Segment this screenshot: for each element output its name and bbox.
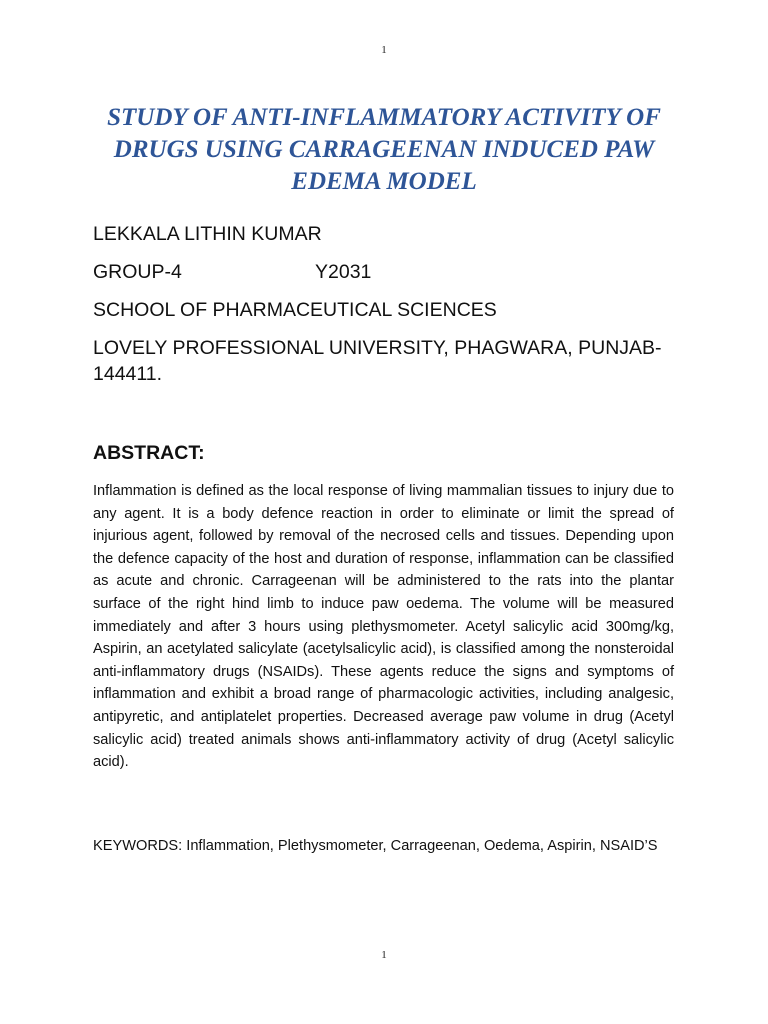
author-block <box>93 221 693 387</box>
keywords-label: KEYWORDS: <box>93 838 183 854</box>
paper-title <box>86 102 682 198</box>
title-line-1: STUDY OF ANTI-INFLAMMATORY ACTIVITY OF <box>107 104 661 131</box>
keywords-paragraph <box>93 835 674 858</box>
author-university-line-1: LOVELY PROFESSIONAL UNIVERSITY, PHAGWARA, PUNJAB- <box>93 337 662 359</box>
title-line-3: EDEMA MODEL <box>291 168 477 195</box>
author-university-line-2: 144411. <box>93 363 163 385</box>
keywords-text: Inflammation, Plethysmometer, Carrageenan, Oedema, Aspirin, NSAID’S <box>186 838 658 854</box>
abstract-body: Inflammation is defined as the local response of living mammalian tissues to injury due to any agent. It is a body defence reaction in order to eliminate or limit the spread of injurious agent, followed by removal of the necrosed cells and tissues. Depending upon the defence capacity of the host and duration of response, inflammation can be classified as acute and chronic. Carrageenan will be administered to the rats into the plantar surface of the right hind limb to induce paw oedema. The volume will be measured immediately and after 3 hours using plethysmometer. Acetyl salicylic acid 300mg/kg, Aspirin, an acetylated salicylate (acetylsalicylic acid), is classified among the nonsteroidal anti-inflammatory drugs (NSAIDs). These agents reduce the signs and symptoms of inflammation and exhibit a broad range of pharmacologic activities, including analgesic, antipyretic, and antiplatelet properties. Decreased average paw volume in drug (Acetyl salicylic acid) treated animals shows anti-inflammatory activity of drug (Acetyl salicylic acid). <box>93 483 674 771</box>
author-school: SCHOOL OF PHARMACEUTICAL SCIENCES <box>93 299 497 321</box>
author-group: GROUP-4 <box>93 261 182 283</box>
author-name: LEKKALA LITHIN KUMAR <box>93 223 322 245</box>
abstract-heading: ABSTRACT: <box>93 442 205 464</box>
title-line-2: DRUGS USING CARRAGEENAN INDUCED PAW <box>113 136 655 163</box>
author-group-row <box>93 259 693 285</box>
page-number-header: 1 <box>381 44 387 56</box>
author-roll: Y2031 <box>315 261 372 283</box>
page-number-footer: 1 <box>381 949 387 961</box>
